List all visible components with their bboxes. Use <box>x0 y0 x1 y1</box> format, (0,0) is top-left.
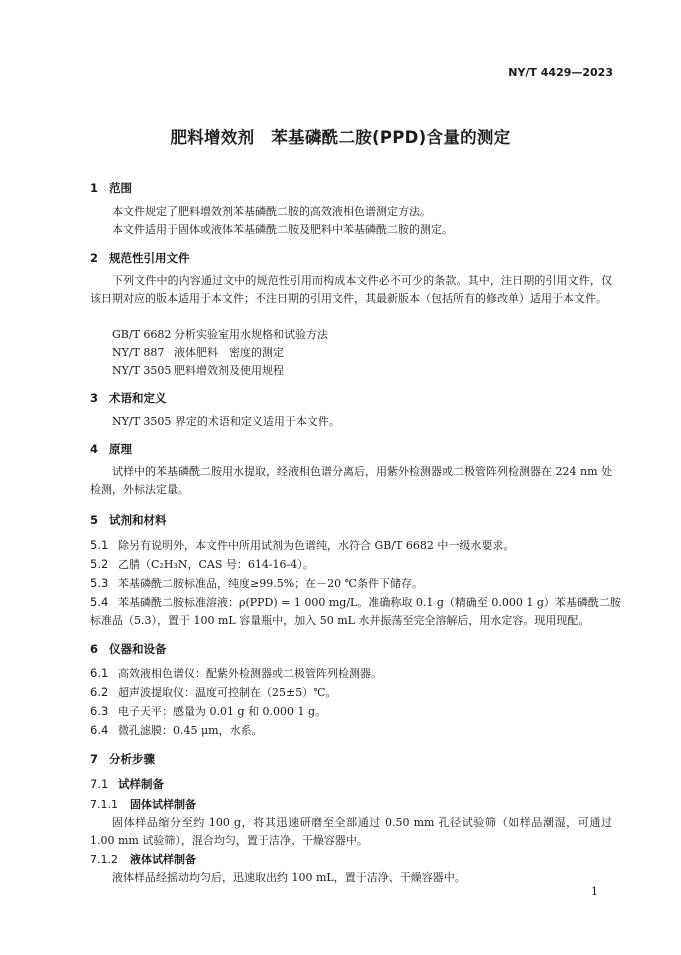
paragraph: 液体样品经摇动均匀后，迅速取出约 100 mL，置于洁净、干燥容器中。 <box>112 871 466 884</box>
page-number: 1 <box>591 885 598 898</box>
paragraph: 本文件适用于固体或液体苯基磷酰二胺及肥料中苯基磷酰二胺的测定。 <box>112 223 453 236</box>
reference-title: 分析实验室用水规格和试验方法 <box>174 328 328 341</box>
clause-continuation: 标准品（5.3），置于 100 mL 容量瓶中，加入 50 mL 水并振荡至完全溶解后，用水定容。现用现配。 <box>90 614 590 627</box>
paragraph: NY/T 3505 界定的术语和定义适用于本文件。 <box>112 415 340 428</box>
clause-text: 高效液相色谱仪：配紫外检测器或二极管阵列检测器。 <box>118 667 382 680</box>
reference-item <box>112 362 284 379</box>
clause-text: 除另有说明外，本文件中所用试剂为色谱纯，水符合 GB/T 6682 中一级水要求。 <box>118 539 515 552</box>
clause-item <box>90 575 423 592</box>
clause-item <box>90 594 621 611</box>
section-title: 试剂和材料 <box>109 513 167 527</box>
section-2-heading <box>90 250 190 266</box>
section-4-heading <box>90 441 132 457</box>
clause-item <box>90 556 314 573</box>
clause-text: 乙腈（C₂H₃N，CAS 号：614-16-4）。 <box>118 558 314 571</box>
subsection-number: 7.1.2 <box>90 853 118 866</box>
clause-item <box>90 665 382 682</box>
section-5-heading <box>90 512 167 528</box>
clause-number: 6.1 <box>90 666 109 680</box>
reference-code: NY/T 3505 <box>112 364 172 377</box>
clause-item <box>90 684 337 701</box>
subsection-title: 固体试样制备 <box>130 798 196 811</box>
clause-text: 电子天平：感量为 0.01 g 和 0.000 1 g。 <box>118 705 327 718</box>
clause-number: 6.2 <box>90 685 109 699</box>
clause-item <box>90 722 263 739</box>
subsection-title: 液体试样制备 <box>130 853 196 866</box>
clause-item <box>90 703 326 720</box>
section-number: 7 <box>90 752 99 766</box>
section-title: 原理 <box>109 442 132 456</box>
reference-item <box>112 326 328 343</box>
section-number: 4 <box>90 442 99 456</box>
section-title: 仪器和设备 <box>109 642 167 656</box>
section-title: 分析步骤 <box>109 752 155 766</box>
paragraph: 本文件规定了肥料增效剂苯基磷酰二胺的高效液相色谱测定方法。 <box>112 205 431 218</box>
section-title: 术语和定义 <box>109 391 167 405</box>
section-number: 2 <box>90 251 99 265</box>
section-number: 6 <box>90 642 99 656</box>
clause-number: 6.4 <box>90 723 109 737</box>
reference-title: 肥料增效剂及使用规程 <box>174 364 284 377</box>
reference-code: GB/T 6682 <box>112 328 172 341</box>
clause-text: 苯基磷酰二胺标准溶液：ρ(PPD) = 1 000 mg/L。准确称取 0.1 g（精确至 0.000 1 g）苯基磷酰二胺 <box>118 596 621 609</box>
paragraph: 试样中的苯基磷酰二胺用水提取，经液相色谱分离后，用紫外检测器或二极管阵列检测器在 224 nm 处检测，外标法定量。 <box>90 465 612 496</box>
clause-number: 5.4 <box>90 595 109 609</box>
paragraph: 固体样品缩分至约 100 g，将其迅速研磨至全部通过 0.50 mm 孔径试验筛（如样品潮湿，可通过 1.00 mm 试验筛），混合均匀，置于洁净、干燥容器中。 <box>90 816 612 847</box>
document-title: 肥料增效剂 苯基磷酰二胺(PPD)含量的测定 <box>170 128 511 147</box>
clause-text: 微孔滤膜：0.45 μm，水系。 <box>118 724 263 737</box>
clause-text: 苯基磷酰二胺标准品，纯度≥99.5%；在－20 ℃条件下储存。 <box>118 577 423 590</box>
reference-code: NY/T 887 <box>112 346 165 359</box>
clause-number: 6.3 <box>90 704 109 718</box>
clause-number: 5.3 <box>90 576 109 590</box>
subsection-number: 7.1.1 <box>90 798 118 811</box>
section-7-heading <box>90 751 155 767</box>
paragraph: 下列文件中的内容通过文中的规范性引用而构成本文件必不可少的条款。其中，注日期的引用文件，仅该日期对应的版本适用于本文件；不注日期的引用文件，其最新版本（包括所有的修改单）适用于本文件。 <box>90 274 612 305</box>
reference-title: 液体肥料 密度的测定 <box>174 346 284 359</box>
reference-item <box>112 344 284 361</box>
standard-code: NY/T 4429—2023 <box>508 66 613 79</box>
section-6-heading <box>90 641 167 657</box>
section-1-heading <box>90 180 132 196</box>
clause-number: 5.2 <box>90 557 109 571</box>
section-3-heading <box>90 390 167 406</box>
clause-text: 超声波提取仪：温度可控制在（25±5）℃。 <box>118 686 337 699</box>
subsection-7-1-2-heading <box>90 851 196 867</box>
subsection-number: 7.1 <box>90 777 109 791</box>
subsection-7-1-1-heading <box>90 796 196 812</box>
section-number: 3 <box>90 391 99 405</box>
clause-item <box>90 537 514 554</box>
section-title: 规范性引用文件 <box>109 251 190 265</box>
clause-number: 5.1 <box>90 538 109 552</box>
subsection-title: 试样制备 <box>118 777 164 791</box>
section-title: 范围 <box>109 181 132 195</box>
section-number: 1 <box>90 181 99 195</box>
section-number: 5 <box>90 513 99 527</box>
subsection-7-1-heading <box>90 776 164 792</box>
